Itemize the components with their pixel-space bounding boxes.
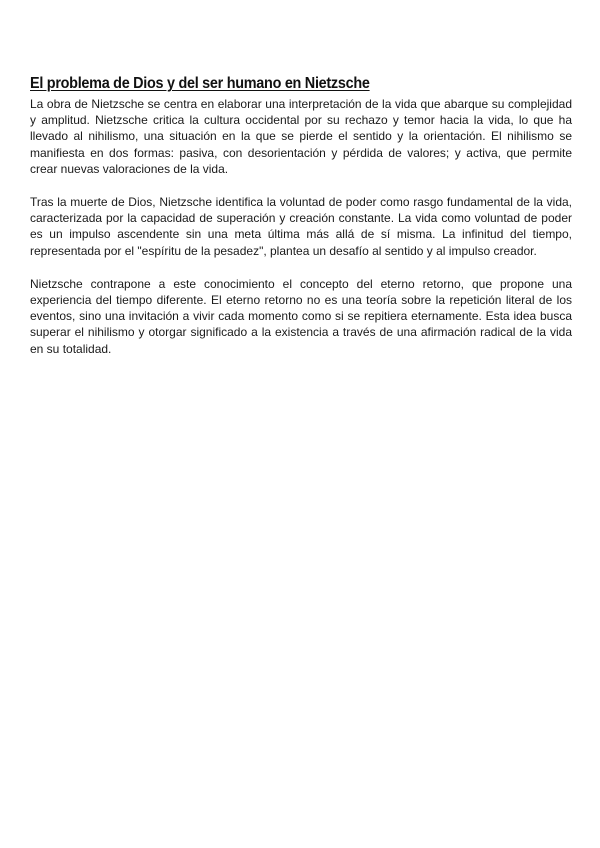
document-body	[30, 75, 572, 374]
paragraph-3: Nietzsche contrapone a este conocimiento el concepto del eterno retorno, que propone una experiencia del tiempo diferente. El eterno retorno no es una teoría sobre la repetición literal de los eventos, sino una invitación a vivir cada momento como si se repitiera eternamente. Esta idea busca superar el nihilismo y otorgar significado a la existencia a través de una afirmación radical de la vida en su totalidad.	[30, 276, 572, 356]
document-title: El problema de Dios y del ser humano en Nietzsche	[30, 75, 370, 92]
paragraph-2: Tras la muerte de Dios, Nietzsche identifica la voluntad de poder como rasgo fundamental de la vida, caracterizada por la capacidad de superación y creación constante. La vida como voluntad de poder es un impulso ascendente sin una meta última más allá de sí misma. La infinitud del tiempo, representada por el "espíritu de la pesadez", plantea un desafío al sentido y al impulso creador.	[30, 195, 572, 258]
paragraph-1: La obra de Nietzsche se centra en elaborar una interpretación de la vida que abarque su complejidad y amplitud. Nietzsche critica la cultura occidental por su rechazo y temor hacia la vida, lo que ha llevado al nihilismo, una situación en la que se pierde el sentido y la orientación. El nihilismo se manifiesta en dos formas: pasiva, con desorientación y pérdida de valores; y activa, que permite crear nuevas valoraciones de la vida.	[30, 97, 572, 176]
